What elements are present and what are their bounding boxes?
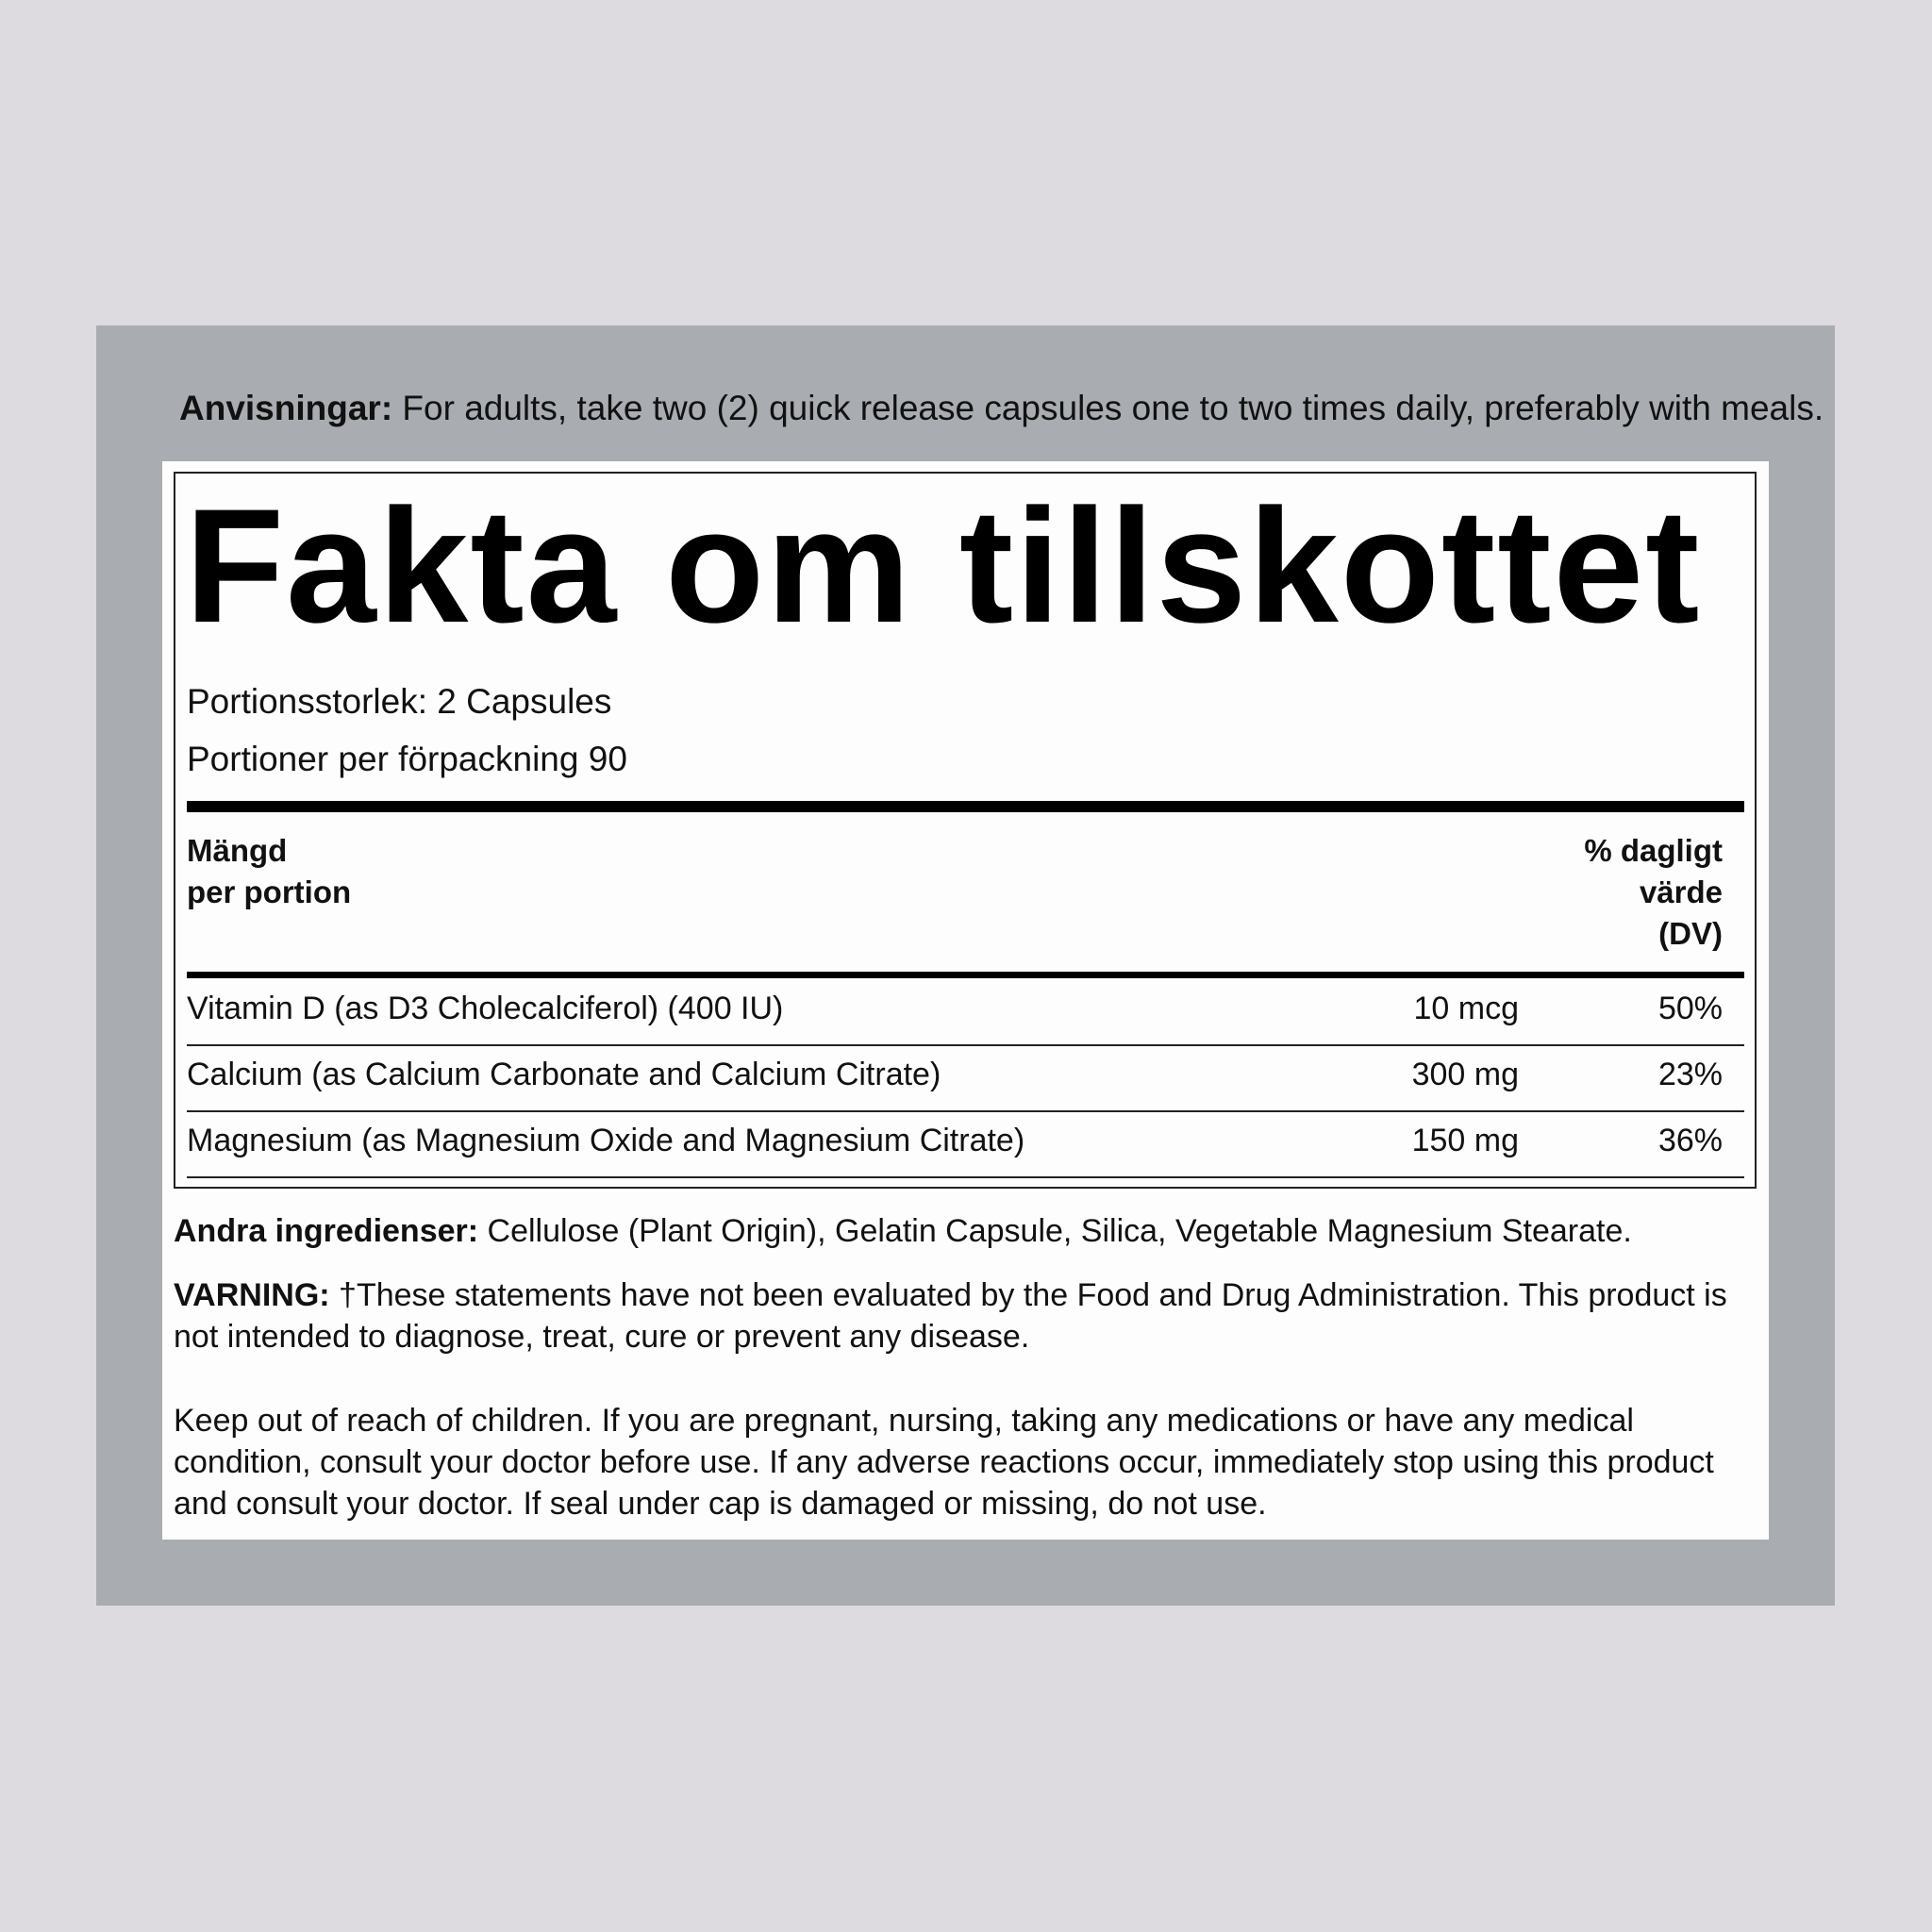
divider-thick [187, 801, 1744, 812]
directions-label: Anvisningar: [179, 389, 393, 427]
warning [174, 1274, 1768, 1357]
nutrient-dv: 23% [1657, 1057, 1723, 1092]
directions-text: For adults, take two (2) quick release capsules one to two times daily, preferably with meals. [392, 389, 1824, 427]
nutrient-amount: 10 mcg [1413, 991, 1519, 1026]
warning-label: VARNING: [174, 1277, 330, 1313]
dv-header-line2: värde [1639, 874, 1723, 909]
keep-out-notice: Keep out of reach of children. If you are pregnant, nursing, taking any medications or have any medical condition, consult your doctor before use. If any adverse reactions occur, immediately stop using this product and consult your doctor. If seal under cap is damaged or missing, do not use. [174, 1403, 1714, 1522]
nutrient-dv: 36% [1657, 1123, 1723, 1158]
nutrient-amount: 150 mg [1411, 1123, 1519, 1158]
row-divider [187, 1176, 1744, 1178]
servings-per-container: Portioner per förpackning 90 [187, 740, 627, 778]
warning-text: †These statements have not been evaluated by the Food and Drug Administration. This product is not intended to diagnose, treat, cure or prevent any disease. [174, 1277, 1727, 1355]
dv-header-line1: % dagligt [1584, 833, 1723, 868]
row-divider [187, 1110, 1744, 1112]
facts-title: Fakta om tillskottet [185, 475, 1702, 657]
amount-header-line2: per portion [187, 874, 352, 909]
nutrient-name: Vitamin D (as D3 Cholecalciferol) (400 IU) [187, 991, 784, 1026]
other-ingredients-text: Cellulose (Plant Origin), Gelatin Capsule, Silica, Vegetable Magnesium Stearate. [478, 1213, 1632, 1249]
directions [179, 385, 1840, 432]
table-row [187, 985, 1723, 1032]
dv-header [1584, 830, 1723, 955]
nutrient-name: Magnesium (as Magnesium Oxide and Magnesium Citrate) [187, 1123, 1025, 1158]
dv-header-line3: (DV) [1658, 916, 1723, 951]
other-ingredients [174, 1210, 1768, 1252]
row-divider [187, 1044, 1744, 1046]
table-row [187, 1051, 1723, 1098]
table-row [187, 1117, 1723, 1164]
amount-header-line1: Mängd [187, 833, 288, 868]
nutrient-name: Calcium (as Calcium Carbonate and Calcium Citrate) [187, 1057, 941, 1092]
amount-header [187, 830, 351, 913]
other-ingredients-label: Andra ingredienser: [174, 1213, 479, 1249]
nutrient-amount: 300 mg [1411, 1057, 1519, 1092]
nutrient-dv: 50% [1657, 991, 1723, 1026]
divider-medium [187, 972, 1744, 978]
serving-size: Portionsstorlek: 2 Capsules [187, 682, 612, 721]
